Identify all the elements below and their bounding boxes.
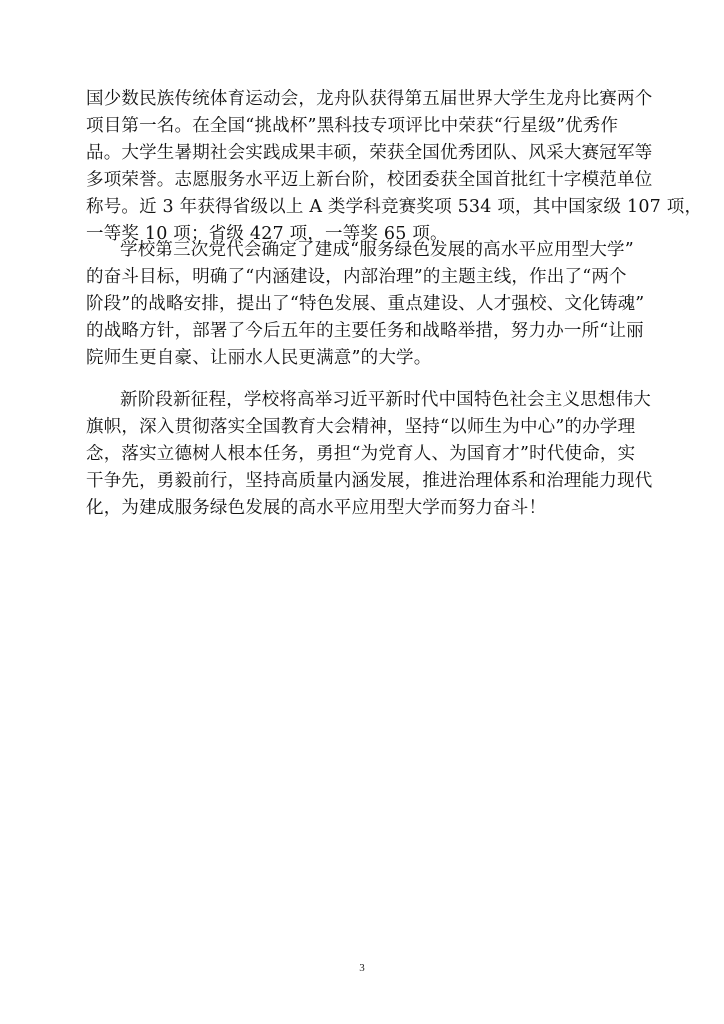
paragraph-line: 化，为建成服务绿色发展的高水平应用型大学而努力奋斗！: [86, 498, 547, 518]
paragraph-line: 的奋斗目标，明确了“内涵建设，内部治理”的主题主线，作出了“两个: [86, 267, 627, 287]
paragraph-line: 阶段”的战略安排，提出了“特色发展、重点建设、人才强校、文化铸魂”: [86, 294, 645, 314]
paragraph-line: 干争先，勇毅前行，坚持高质量内涵发展，推进治理体系和治理能力现代: [86, 471, 653, 491]
paragraph-line: 国少数民族传统体育运动会，龙舟队获得第五届世界大学生龙舟比赛两个: [86, 89, 653, 109]
paragraph-line: 的战略方针，部署了今后五年的主要任务和战略举措，努力办一所“让丽: [86, 321, 644, 341]
paragraph-line: 院师生更自豪、让丽水人民更满意”的大学。: [86, 348, 432, 368]
paragraph-line: 品。大学生暑期社会实践成果丰硕，荣获全国优秀团队、风采大赛冠军等: [86, 143, 653, 163]
paragraph-line: 旗帜，深入贯彻落实全国教育大会精神，坚持“以师生为中心”的办学理: [86, 417, 636, 437]
paragraph-line: 新阶段新征程，学校将高举习近平新时代中国特色社会主义思想伟大: [120, 390, 651, 410]
paragraph-line: 称号。近 3 年获得省级以上 A 类学科竞赛奖项 534 项，其中国家级 107 项，: [86, 197, 703, 217]
paragraph-line: 多项荣誉。志愿服务水平迈上新台阶，校团委获全国首批红十字模范单位: [86, 170, 653, 190]
paragraph-line: 学校第三次党代会确定了建成“服务绿色发展的高水平应用型大学”: [120, 240, 634, 260]
paragraph-line: 一等奖 10 项；省级 427 项，一等奖 65 项。: [86, 224, 448, 244]
page-number: 3: [359, 962, 365, 974]
paragraph-line: 项目第一名。在全国“挑战杯”黑科技专项评比中荣获“行星级”优秀作: [86, 116, 619, 136]
paragraph-line: 念，落实立德树人根本任务，勇担“为党育人、为国育才”时代使命，实: [86, 444, 636, 464]
